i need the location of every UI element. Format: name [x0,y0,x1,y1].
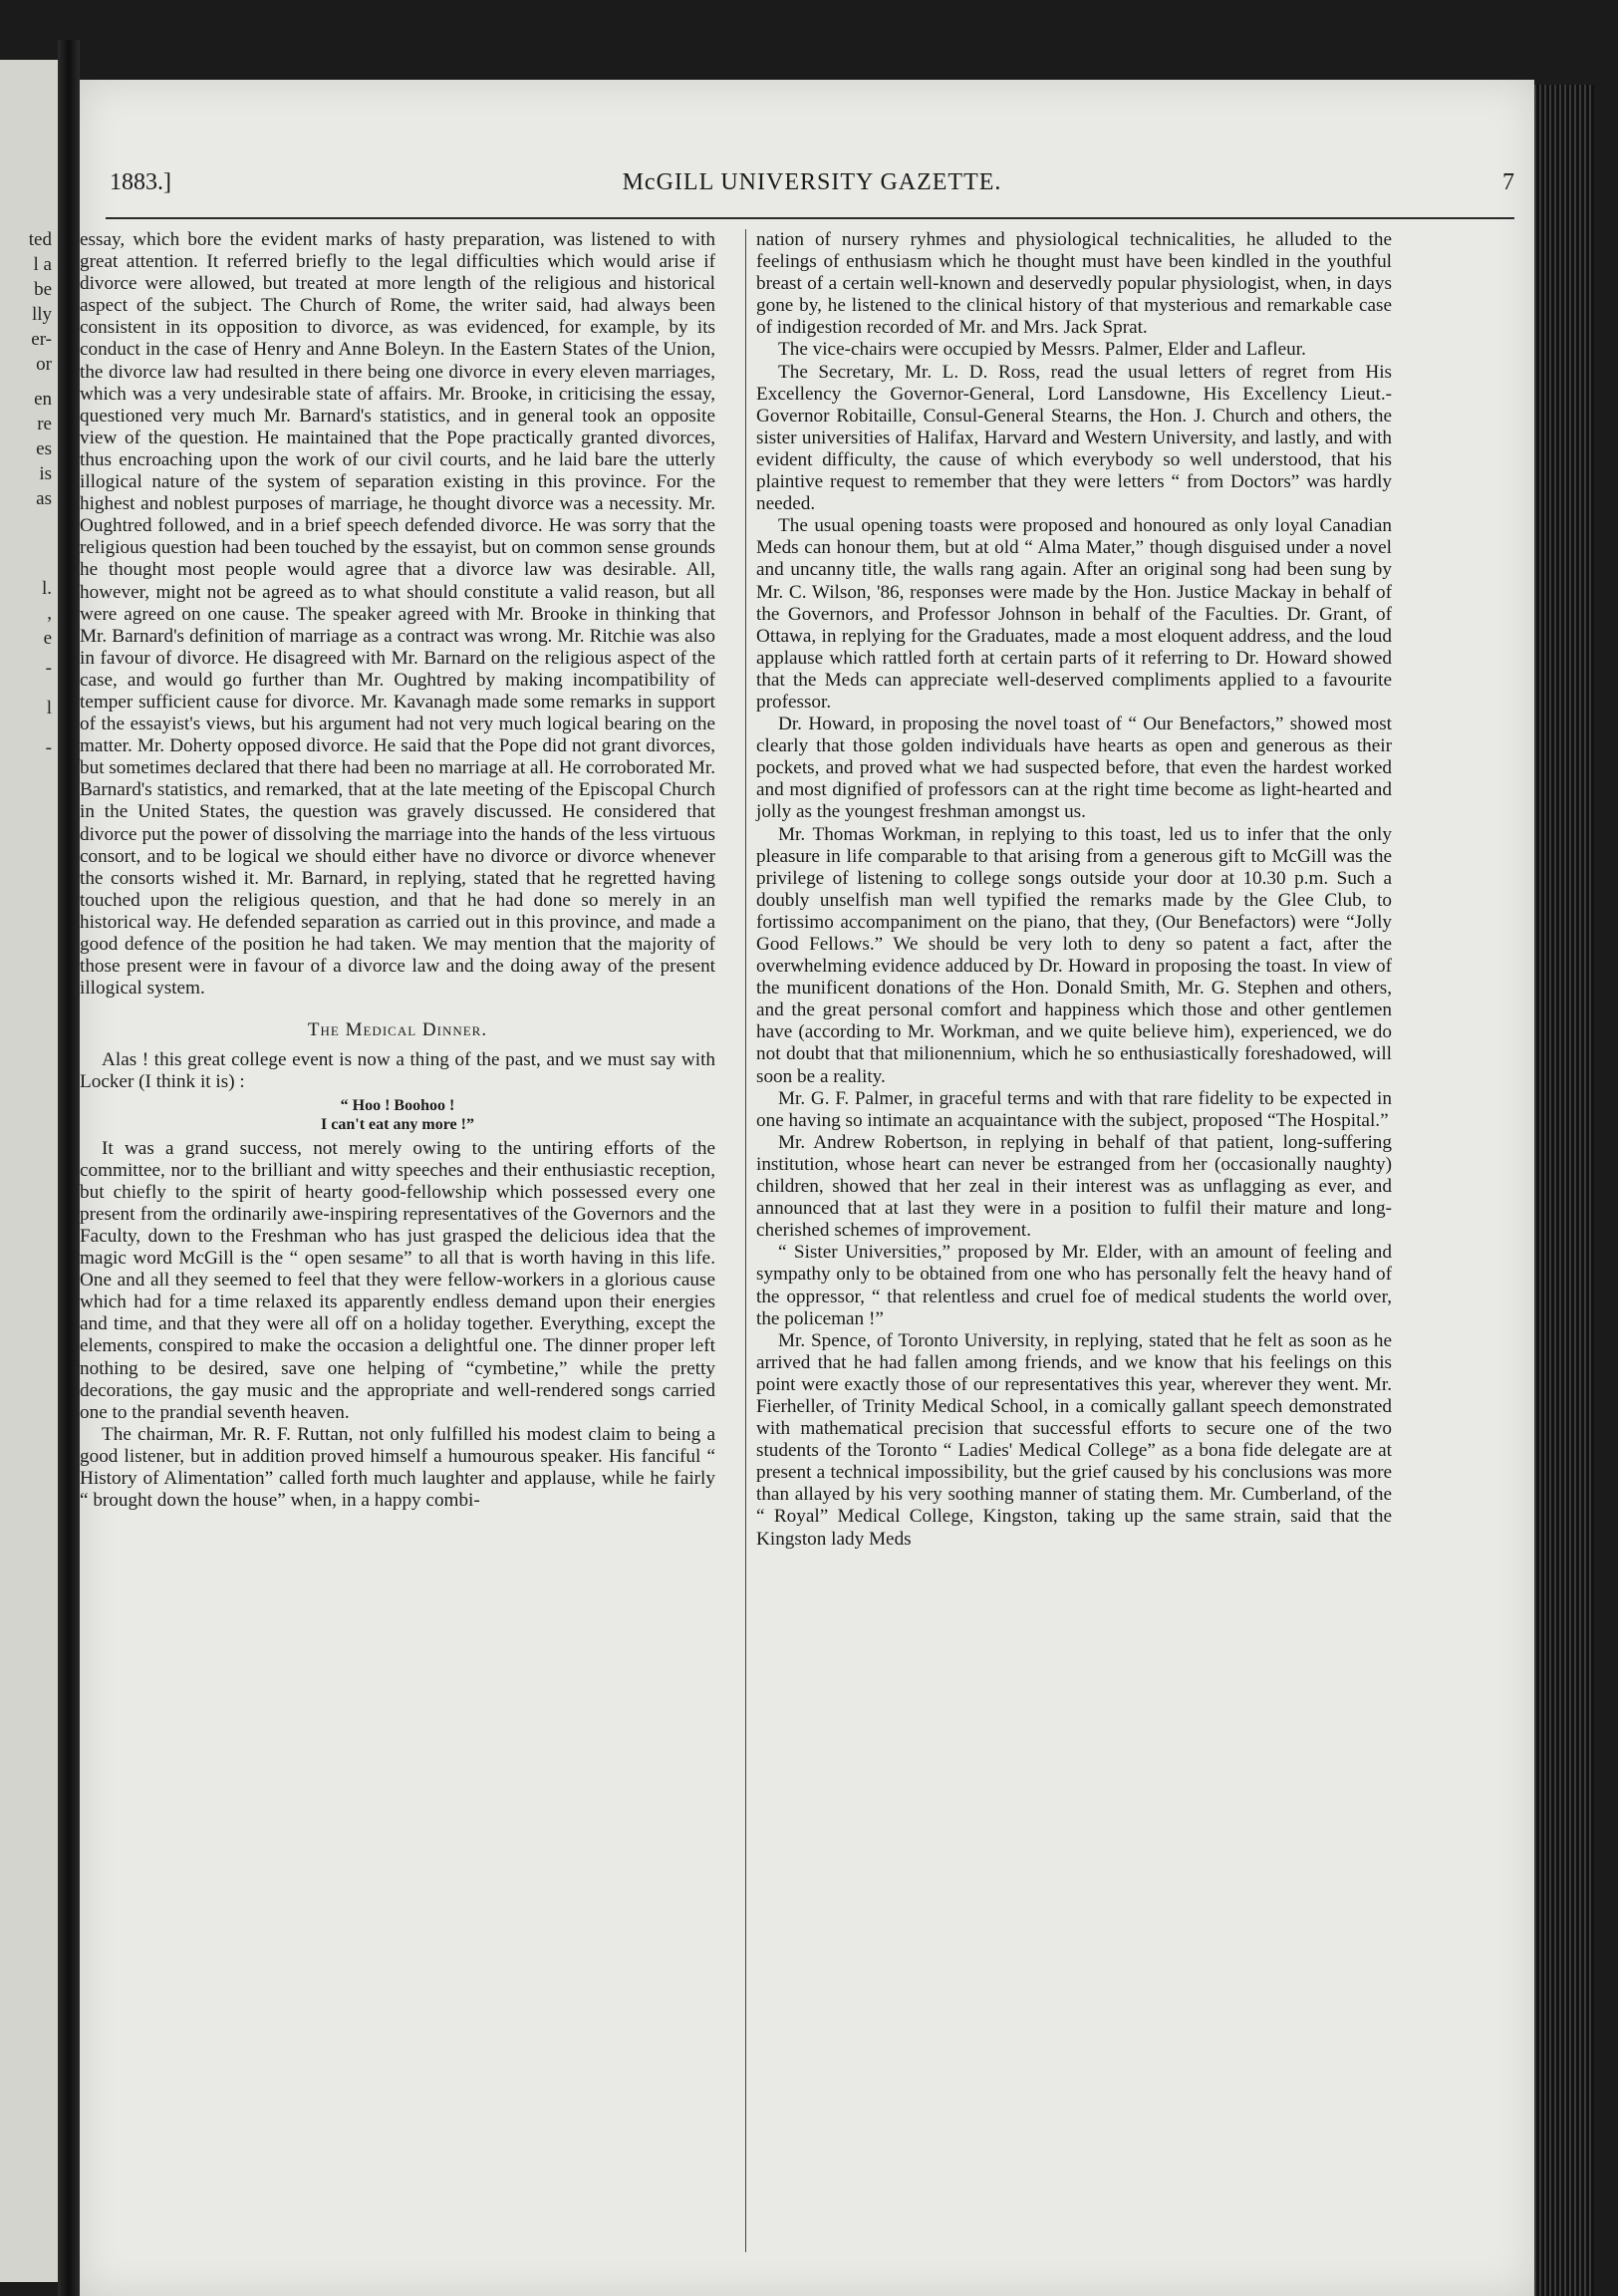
paragraph: “ Sister Universities,” proposed by Mr. Elder, with an amount of feeling and sympathy only to be obtained from one who has personally felt the heavy hand of the oppressor, “ that relentless and cruel foe of medical students the world over, the policeman !” [756,1242,1392,1329]
paragraph: The chairman, Mr. R. F. Ruttan, not only fulfilled his modest claim to being a good listener, but in addition proved himself a humourous speaker. His fanciful “ History of Alimentation” called forth much laughter and applause, while he fairly “ brought down the house” when, in a happy combi- [80,1423,715,1512]
header-rule [106,217,1514,219]
facing-page-fragment: es [36,438,52,459]
facing-page-fragment: er- [31,329,52,350]
facing-page-edge [0,60,58,2282]
book-gutter [58,40,80,2296]
facing-page-fragment: - [45,737,52,758]
paragraph: The Secretary, Mr. L. D. Ross, read the usual letters of regret from His Excellency the Governor-General, Lord Lansdowne, His Excellency Lieut.-Governor Robitaille, Consul-General Stearns, the Hon. J. Church and others, the sister universities of Halifax, Harvard and Western University, and lastly, and with evident difficulty, the cause of which everybody so well understood, that his plaintive request to remember that they were letters “ from Doctors” was hardly needed. [756,361,1392,515]
facing-page-fragment: l [46,698,52,718]
publication-title: McGILL UNIVERSITY GAZETTE. [622,169,1002,195]
verse-quote [80,1096,715,1134]
quote-line: I can't eat any more !” [321,1115,474,1133]
quote-line: “ Hoo ! Boohoo ! [340,1096,455,1114]
facing-page-fragment: or [36,354,52,375]
paragraph: essay, which bore the evident marks of hasty preparation, was listened to with great attention. It referred briefly to the legal difficulties which would arise if divorce were allowed, but treated at more length of the religious and historical aspect of the subject. The Church of Rome, the writer said, had always been consistent in its opposition to divorce, as was evidenced, for example, by its conduct in the case of Henry and Anne Boleyn. In the Eastern States of the Union, the divorce law had resulted in there being one divorce in every eleven marriages, which was a very undesirable state of affairs. Mr. Brooke, in criticising the essay, questioned very much Mr. Barnard's statistics, and in general took an opposite view of the question. He maintained that the Pope practically granted divorces, thus encroaching upon the work of our civil courts, and he laid bare the utterly illogical nature of the system of separation existing in this province. For the highest and noblest purposes of marriage, he thought divorce was a necessity. Mr. Oughtred followed, and in a brief speech defended divorce. He was sorry that the religious question had been touched by the essayist, but on common sense grounds he thought most people would agree that a divorce law was desirable. All, however, might not be agreed as to what should constitute a valid reason, but all were agreed on one cause. The speaker agreed with Mr. Brooke in thinking that Mr. Barnard's definition of marriage as a contract was wrong. Mr. Ritchie was also in favour of divorce. He disagreed with Mr. Barnard on the religious aspect of the case, and would go further than Mr. Oughtred by making incompatibility of temper sufficient cause for divorce. Mr. Kavanagh made some remarks in support of the essayist's views, but his argument had not very much logical bearing on the matter. Mr. Doherty opposed divorce. He said that the Pope did not grant divorces, but sometimes declared that there had been no marriage at all. He corroborated Mr. Barnard's statistics, and remarked, that at the late meeting of the Episcopal Church in the United States, the question was gravely discussed. He considered that divorce put the power of dissolving the marriage into the hands of the less virtuous consort, and to be logical we should either have no divorce or divorce whenever the consorts wished it. Mr. Barnard, in replying, stated that he regretted having touched upon the religious question, and that he had done so merely in an historical way. He defended separation as carried out in this province, and made a good defence of the position he had taken. We may mention that the majority of those present were in favour of a divorce law and the doing away of the present illogical system. [80,229,715,1000]
facing-page-fragment: - [45,658,52,679]
page-stack-edge [1534,85,1594,2296]
paragraph: Mr. Thomas Workman, in replying to this toast, led us to infer that the only pleasure in life comparable to that arising from a generous gift to McGill was the privilege of listening to college songs outside your door at 10.30 p.m. Such a doubly unselfish man well typified the remarks made by the Glee Club, to fortissimo accompaniment on the piano, that they, (Our Benefactors) were “Jolly Good Fellows.” We should be very loth to deny so patent a fact, after the overwhelming evidence adduced by Dr. Howard in proposing the toast. In view of the munificent donations of the Hon. Donald Smith, Mr. G. Stephen and others, and the great personal comfort and happiness which those and other gentlemen have (according to Mr. Workman, and we quite believe him), experienced, we do not doubt that that milionennium, which he so enthusiastically foreshadowed, will soon be a reality. [756,823,1392,1087]
paragraph: Dr. Howard, in proposing the novel toast of “ Our Benefactors,” showed most clearly that those golden individuals have hearts as open and generous as their pockets, and proved what we had suspected before, that even the hardest worked and most dignified of professors can at the right time become as light-hearted and jolly as the youngest freshman amongst us. [756,714,1392,823]
page-number: 7 [1502,169,1514,195]
section-heading: The Medical Dinner. [307,1019,488,1041]
facing-page-fragment: e [43,628,52,649]
running-head [110,169,1514,209]
facing-page-fragment: re [37,414,52,434]
issue-year: 1883.] [110,169,171,195]
gazette-page [80,80,1534,2296]
paragraph: Alas ! this great college event is now a thing of the past, and we must say with Locker (I think it is) : [80,1049,715,1093]
paragraph: Mr. Andrew Robertson, in replying in behalf of that patient, long-suffering institution, whose heart can never be estranged from her (occasionally naughty) children, showed that her zeal in their interest was as unflagging as ever, and announced that at last they were in a position to fulfil their mature and long-cherished schemes of improvement. [756,1131,1392,1242]
paragraph: Mr. Spence, of Toronto University, in replying, stated that he felt as soon as he arrived that he had fallen among friends, and we know that his feelings on this point were exactly those of our representatives this year, wherever they went. Mr. Fierheller, of Trinity Medical School, in a comically gallant speech demonstrated with mathematical precision that successful efforts to secure one of the two students of the Toronto “ Ladies' Medical College” as a bona fide delegate are at present a technical impossibility, but the grief caused by his conclusions was more than allayed by his very soothing manner of stating them. Mr. Cumberland, of the “ Royal” Medical College, Kingston, taking up the same strain, said that the Kingston lady Meds [756,1329,1392,1550]
facing-page-fragment: l a [33,254,52,275]
paragraph: Mr. G. F. Palmer, in graceful terms and with that rare fidelity to be expected in one having so intimate an acquaintance with the subject, proposed “The Hospital.” [756,1087,1392,1131]
facing-page-fragment: is [39,463,52,484]
facing-page-fragment: , [47,603,52,624]
paragraph: The vice-chairs were occupied by Messrs. Palmer, Elder and Lafleur. [778,339,1306,361]
paragraph: The usual opening toasts were proposed and honoured as only loyal Canadian Meds can honour them, but at old “ Alma Mater,” though disguised under a novel and uncanny title, the walls rang again. After an original song had been sung by Mr. C. Wilson, '86, responses were made by the Hon. Justice Mackay in behalf of the Governors, and Professor Johnson in behalf of the Faculties. Dr. Grant, of Ottawa, in replying for the Graduates, made a most eloquent address, and the loud applause which rattled forth at certain parts of it referring to Dr. Howard showed that the Meds can appreciate well-deserved compliments applied to a favourite professor. [756,515,1392,713]
column-rule [745,229,746,2252]
left-column [80,229,715,1512]
facing-page-fragment: ted [28,229,52,250]
facing-page-fragment: as [36,488,52,509]
facing-page-fragment: l. [41,578,52,599]
facing-page-fragment: lly [31,304,52,325]
paragraph: It was a grand success, not merely owing to the untiring efforts of the committee, nor to the brilliant and witty speeches and their enthusiastic reception, but chiefly to the spirit of hearty good-fellowship which possessed every one present from the ordinarily awe-inspiring representatives of the Governors and the Faculty, down to the Freshman who has just grasped the delicious idea that the magic word McGill is the “ open sesame” to all that is worth having in this life. One and all they seemed to feel that they were fellow-workers in a glorious cause which had for a time relaxed its apparently endless demand upon their energies and time, and that they were all off on a holiday together. Everything, except the elements, conspired to make the occasion a delightful one. The dinner proper left nothing to be desired, save one helping of “cymbetine,” while the pretty decorations, the gay music and the appropriate and well-rendered songs carried one to the prandial seventh heaven. [80,1137,715,1423]
right-column [756,229,1392,1551]
facing-page-fragment: be [34,279,52,300]
facing-page-fragment: en [34,389,52,410]
paragraph: nation of nursery ryhmes and physiological technicalities, he alluded to the feelings of enthusiasm which he thought must have been kindled in the youthful breast of a certain well-known and deservedly popular physiologist, when, in days gone by, he listened to the clinical history of that mysterious and remarkable case of indigestion recorded of Mr. and Mrs. Jack Sprat. [756,229,1392,339]
